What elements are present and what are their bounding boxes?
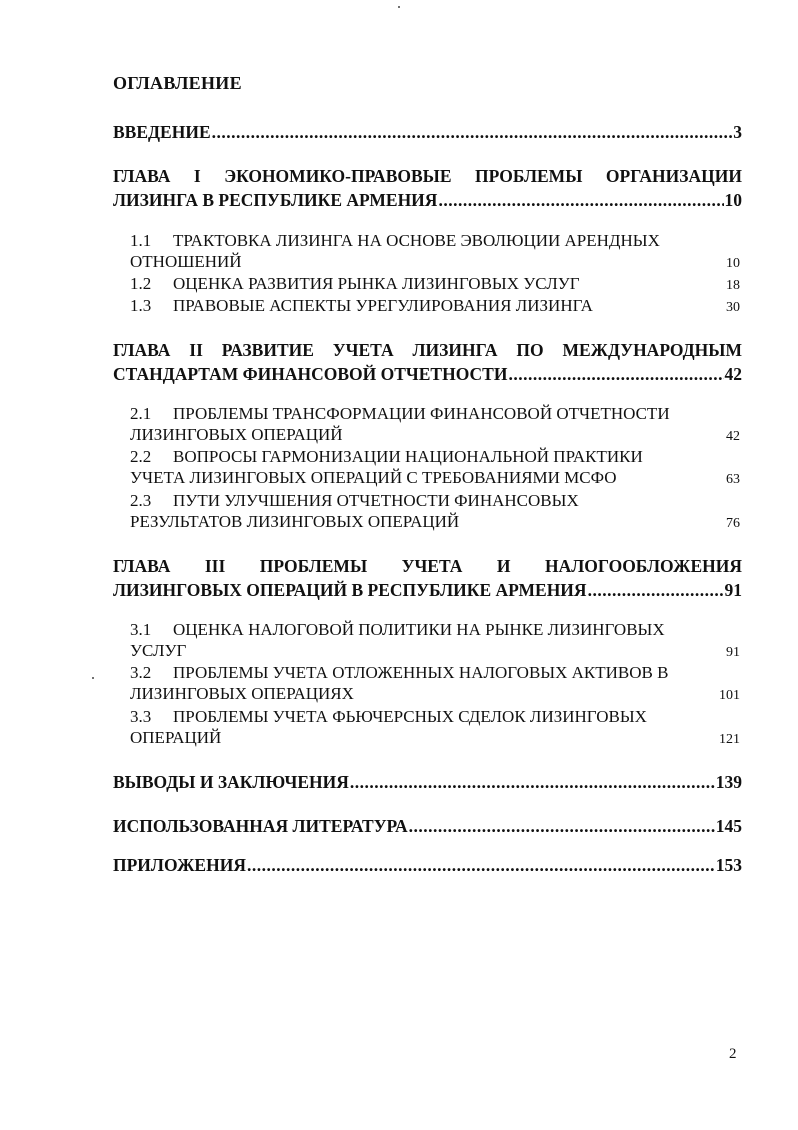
toc-chapter-1[interactable] [113,164,742,212]
toc-page-number: 10 [724,190,742,210]
section-title: ЛИЗИНГОВЫХ ОПЕРАЦИЯХ [130,684,354,703]
chapter-title-line: ЛИЗИНГОВЫХ ОПЕРАЦИЙ В РЕСПУБЛИКЕ АРМЕНИЯ [113,580,587,600]
toc-section-1-3[interactable] [130,295,740,318]
scan-speck [398,6,400,8]
section-title: УСЛУГ [130,641,187,660]
toc-entry-conclusions[interactable] [113,770,742,794]
section-number: 1.2 [130,274,152,293]
dot-leader [247,853,715,877]
dot-leader [350,770,715,794]
dot-leader [588,578,724,602]
toc-page-number: 18 [726,278,740,293]
page-title: ОГЛАВЛЕНИЕ [113,73,242,93]
section-number: 2.2 [130,447,152,466]
dot-leader [438,188,723,212]
dot-leader [212,120,733,144]
section-number: 1.3 [130,296,152,315]
toc-entry-title: ИСПОЛЬЗОВАННАЯ ЛИТЕРАТУРА [113,816,408,836]
section-title: ОЦЕНКА НАЛОГОВОЙ ПОЛИТИКИ НА РЫНКЕ ЛИЗИНГОВЫХ [173,620,665,639]
chapter-title-line: ГЛАВА II РАЗВИТИЕ УЧЕТА ЛИЗИНГА ПО МЕЖДУНАРОДНЫМ [113,340,742,360]
section-number: 2.3 [130,491,152,510]
section-number: 3.2 [130,663,152,682]
toc-chapter-3[interactable] [113,554,742,602]
toc-entry-title: ВЫВОДЫ И ЗАКЛЮЧЕНИЯ [113,772,349,792]
section-number: 3.3 [130,707,152,726]
toc-page-number: 153 [715,855,742,875]
toc-page-number: 30 [726,300,740,315]
toc-page-number: 10 [726,256,740,271]
chapter-title-line: ГЛАВА III ПРОБЛЕМЫ УЧЕТА И НАЛОГООБЛОЖЕНИЯ [113,556,742,576]
chapter-title-line: ЛИЗИНГА В РЕСПУБЛИКЕ АРМЕНИЯ [113,190,438,210]
section-title: ОЦЕНКА РАЗВИТИЯ РЫНКА ЛИЗИНГОВЫХ УСЛУГ [173,274,580,293]
section-title: РЕЗУЛЬТАТОВ ЛИЗИНГОВЫХ ОПЕРАЦИЙ [130,512,460,531]
toc-page-number: 63 [726,472,740,487]
toc-entry-title: ВВЕДЕНИЕ [113,122,211,142]
toc-entry-appendices[interactable] [113,853,742,877]
toc-page-number: 121 [719,732,740,747]
section-number: 1.1 [130,231,152,250]
scan-speck [92,677,94,679]
toc-section-2-3[interactable] [130,490,740,534]
toc-page-number: 91 [726,645,740,660]
toc-section-3-1[interactable] [130,619,740,663]
section-number: 3.1 [130,620,152,639]
section-title: ПРОБЛЕМЫ УЧЕТА ФЬЮЧЕРСНЫХ СДЕЛОК ЛИЗИНГОВЫХ [173,707,647,726]
dot-leader [508,362,723,386]
section-title: ПУТИ УЛУЧШЕНИЯ ОТЧЕТНОСТИ ФИНАНСОВЫХ [173,491,579,510]
toc-section-2-1[interactable] [130,403,740,447]
toc-page-number: 145 [715,816,742,836]
toc-chapter-2[interactable] [113,338,742,386]
section-title: ЛИЗИНГОВЫХ ОПЕРАЦИЙ [130,425,343,444]
toc-section-1-2[interactable] [130,273,740,296]
section-title: ТРАКТОВКА ЛИЗИНГА НА ОСНОВЕ ЭВОЛЮЦИИ АРЕНДНЫХ [173,231,660,250]
section-title: УЧЕТА ЛИЗИНГОВЫХ ОПЕРАЦИЙ С ТРЕБОВАНИЯМИ МСФО [130,468,617,487]
toc-entry-title: ПРИЛОЖЕНИЯ [113,855,246,875]
toc-entry-references[interactable] [113,814,742,838]
toc-page-number: 76 [726,516,740,531]
section-title: ПРОБЛЕМЫ ТРАНСФОРМАЦИИ ФИНАНСОВОЙ ОТЧЕТНОСТИ [173,404,670,423]
section-number: 2.1 [130,404,152,423]
toc-section-2-2[interactable] [130,446,740,490]
toc-section-3-2[interactable] [130,662,740,706]
section-title: ВОПРОСЫ ГАРМОНИЗАЦИИ НАЦИОНАЛЬНОЙ ПРАКТИКИ [173,447,643,466]
toc-page-number: 3 [733,122,742,142]
toc-page-number: 42 [726,429,740,444]
section-title: ОТНОШЕНИЙ [130,252,242,271]
section-title: ОПЕРАЦИЙ [130,728,222,747]
toc-section-1-1[interactable] [130,230,740,274]
section-title: ПРОБЛЕМЫ УЧЕТА ОТЛОЖЕННЫХ НАЛОГОВЫХ АКТИВОВ В [173,663,669,682]
toc-page-number: 91 [724,580,742,600]
chapter-title-line: ГЛАВА I ЭКОНОМИКО-ПРАВОВЫЕ ПРОБЛЕМЫ ОРГАНИЗАЦИИ [113,166,742,186]
toc-section-3-3[interactable] [130,706,740,750]
chapter-title-line: СТАНДАРТАМ ФИНАНСОВОЙ ОТЧЕТНОСТИ [113,364,508,384]
dot-leader [409,814,715,838]
toc-page-number: 42 [724,364,742,384]
toc-entry-introduction[interactable] [113,120,742,144]
section-title: ПРАВОВЫЕ АСПЕКТЫ УРЕГУЛИРОВАНИЯ ЛИЗИНГА [173,296,593,315]
toc-page-number: 139 [715,772,742,792]
toc-page-number: 101 [719,688,740,703]
page-number: 2 [729,1046,737,1062]
